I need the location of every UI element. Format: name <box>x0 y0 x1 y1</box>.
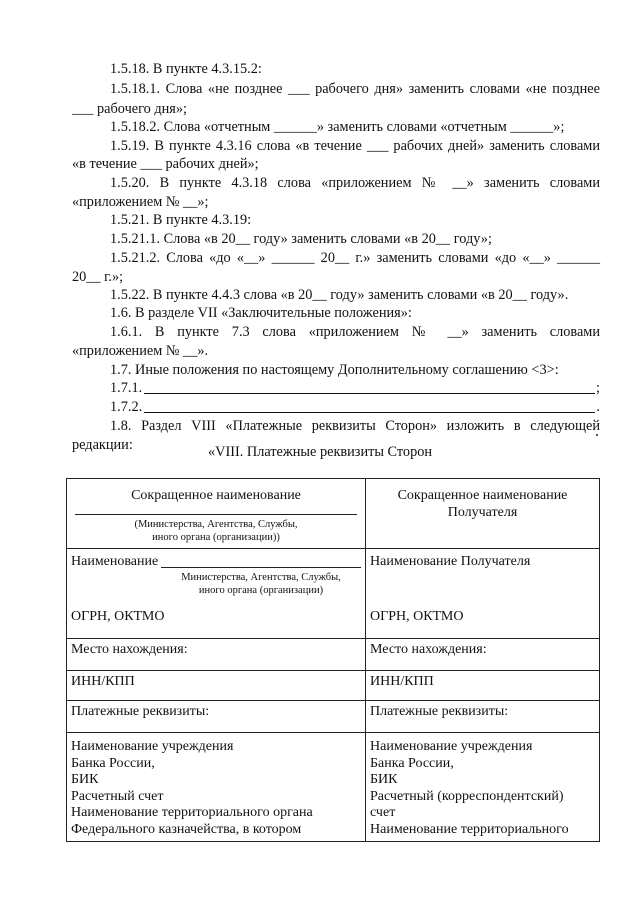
clause-1-6-1: 1.6.1. В пункте 7.3 слова «приложением № __» заменить словами <box>110 324 600 340</box>
left-name-note-1: Министерства, Агентства, Службы, <box>181 571 341 583</box>
clause-1-7-2 <box>110 399 600 416</box>
clause-1-5-21: 1.5.21. В пункте 4.3.19: <box>110 212 252 228</box>
left-name-note-2: иного органа (организации) <box>198 584 324 596</box>
table-row <box>67 671 600 701</box>
left-bank-line: Наименование территориального органа <box>71 805 313 820</box>
clause-1-5-21-1: 1.5.21.1. Слова «в 20__ году» заменить словами «в 20__ году»; <box>110 231 492 247</box>
left-header-note-1: (Министерства, Агентства, Службы, <box>134 518 298 530</box>
clause-1-6: 1.6. В разделе VII «Заключительные положения»: <box>110 305 412 321</box>
table-row <box>67 549 600 639</box>
right-header-title-2: Получателя <box>447 504 518 520</box>
left-ogrn: ОГРН, ОКТМО <box>71 608 165 624</box>
left-bank-line: Наименование учреждения <box>71 739 234 754</box>
right-inn-cell: ИНН/КПП <box>366 671 600 701</box>
clause-1-7-1-number: 1.7.1. <box>110 380 143 396</box>
left-bank-line: БИК <box>71 772 99 787</box>
right-bank-line: Наименование учреждения <box>370 739 533 754</box>
clause-1-5-18-1: 1.5.18.1. Слова «не позднее ___ рабочего дня» заменить словами «не позднее <box>110 81 600 97</box>
table-row <box>67 639 600 671</box>
right-bank-cell <box>366 733 600 842</box>
right-header-title-1: Сокращенное наименование <box>397 488 568 503</box>
table-row <box>67 479 600 549</box>
left-inn-cell: ИНН/КПП <box>67 671 366 701</box>
right-bank-line: Банка России, <box>370 755 454 771</box>
table-row <box>67 701 600 733</box>
stray-dot <box>596 434 598 436</box>
clause-1-5-21-2: 1.5.21.2. Слова «до «__» ______ 20__ г.» заменить словами «до «__» ______ <box>110 250 600 266</box>
requisites-table <box>66 478 600 842</box>
clause-1-7-2-number: 1.7.2. <box>110 399 143 415</box>
left-name-cell <box>67 549 366 639</box>
left-bank-cell <box>67 733 366 842</box>
clause-1-6-1-cont: «приложением № __». <box>72 343 209 359</box>
fill-line <box>75 514 357 515</box>
clause-1-5-22: 1.5.22. В пункте 4.4.3 слова «в 20__ году» заменить словами «в 20__ году». <box>110 287 569 303</box>
table-row <box>67 733 600 842</box>
section-title: «VIII. Платежные реквизиты Сторон <box>207 444 433 460</box>
left-address-cell: Место нахождения: <box>67 639 366 671</box>
fill-line <box>161 555 361 568</box>
right-name-label: Наименование Получателя <box>370 554 531 569</box>
clause-1-5-18: 1.5.18. В пункте 4.3.15.2: <box>110 61 262 77</box>
right-bank-line: счет <box>370 805 396 820</box>
fill-line <box>144 399 595 413</box>
clause-1-5-19-cont: «в течение ___ рабочих дней»; <box>72 156 259 172</box>
left-bank-line: Банка России, <box>71 755 155 771</box>
clause-1-5-21-2-cont: 20__ г.»; <box>72 269 124 285</box>
fill-line <box>144 380 595 394</box>
clause-1-8-cont: редакции: <box>72 437 133 453</box>
left-name-label: Наименование <box>71 554 159 569</box>
clause-1-7: 1.7. Иные положения по настоящему Дополнительному соглашению <3>: <box>110 362 559 378</box>
clause-1-5-18-1-cont: ___ рабочего дня»; <box>72 101 187 117</box>
left-header-title: Сокращенное наименование <box>131 488 301 503</box>
clause-1-5-19: 1.5.19. В пункте 4.3.16 слова «в течение ___ рабочих дней» заменить словами <box>110 138 600 154</box>
clause-1-8: 1.8. Раздел VIII «Платежные реквизиты Сторон» изложить в следующей <box>110 418 600 434</box>
left-name-row <box>71 554 361 571</box>
right-name-cell <box>366 549 600 639</box>
clause-1-7-2-end: . <box>596 399 600 415</box>
left-header-note-2: иного органа (организации)) <box>152 531 280 543</box>
clause-1-5-18-2: 1.5.18.2. Слова «отчетным ______» заменить словами «отчетным ______»; <box>110 119 565 135</box>
right-bank-line: Расчетный (корреспондентский) <box>370 788 564 804</box>
left-payment-cell: Платежные реквизиты: <box>67 701 366 733</box>
right-ogrn: ОГРН, ОКТМО <box>370 608 464 624</box>
clause-1-5-20: 1.5.20. В пункте 4.3.18 слова «приложением № __» заменить словами <box>110 175 600 191</box>
right-bank-line: БИК <box>370 772 398 787</box>
right-bank-line: Наименование территориального <box>370 821 569 837</box>
right-address-cell: Место нахождения: <box>366 639 600 671</box>
left-header-cell <box>67 479 366 549</box>
clause-1-7-1-end: ; <box>596 380 600 396</box>
right-payment-cell: Платежные реквизиты: <box>366 701 600 733</box>
left-bank-line: Расчетный счет <box>71 788 164 804</box>
clause-1-7-1 <box>110 380 600 397</box>
right-header-cell <box>366 479 600 549</box>
left-bank-line: Федерального казначейства, в котором <box>71 821 302 837</box>
clause-1-5-20-cont: «приложением № __»; <box>72 194 209 210</box>
